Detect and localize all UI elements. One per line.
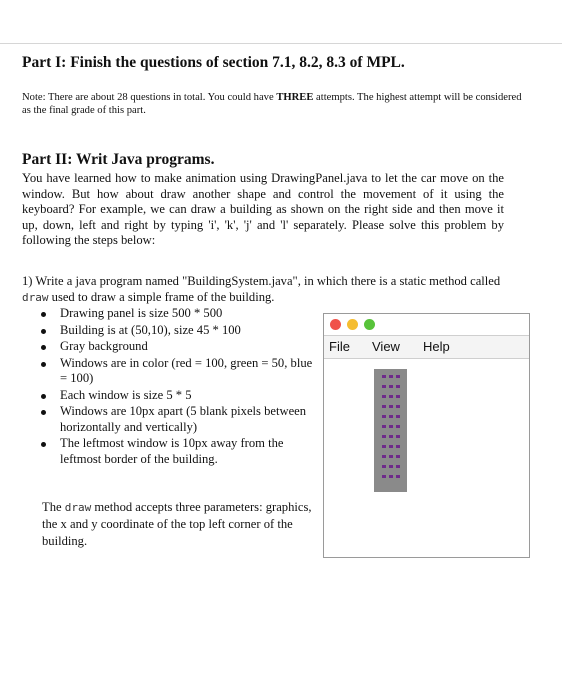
list-item: Windows are in color (red = 100, green = 50, blue = 100): [38, 356, 318, 387]
building-window: [382, 455, 386, 458]
menu-help[interactable]: Help: [423, 339, 450, 354]
maximize-dot-icon[interactable]: [364, 319, 375, 330]
list-item: Drawing panel is size 500 * 500: [38, 306, 318, 322]
building-window: [396, 445, 400, 448]
minimize-dot-icon[interactable]: [347, 319, 358, 330]
list-item: Windows are 10px apart (5 blank pixels between horizontally and vertically): [38, 404, 318, 435]
step1-text: [22, 274, 506, 305]
list-item: Each window is size 5 * 5: [38, 388, 318, 404]
building-window: [389, 425, 393, 428]
part1-title: Part I: Finish the questions of section 7.1, 8.2, 8.3 of MPL.: [22, 54, 405, 71]
draw-method-description: [42, 499, 318, 550]
note-emphasis: THREE: [276, 92, 314, 103]
building-window: [396, 475, 400, 478]
building-window: [389, 405, 393, 408]
building-window: [382, 385, 386, 388]
drawing-canvas: [324, 359, 529, 557]
top-divider: [0, 43, 562, 44]
building-window: [396, 425, 400, 428]
building-window: [389, 375, 393, 378]
building-window: [396, 405, 400, 408]
building-window: [389, 445, 393, 448]
building-window: [396, 435, 400, 438]
window-titlebar: [324, 314, 529, 335]
part1-note: [22, 91, 532, 117]
building-window: [382, 475, 386, 478]
building: [374, 369, 407, 492]
part2-title: Part II: Writ Java programs.: [22, 151, 215, 168]
list-item: The leftmost window is 10px away from the leftmost border of the building.: [38, 436, 318, 467]
note-text-b: attempts. The highest attempt will be considered as the final grade of this part.: [22, 92, 522, 116]
note-text-a: Note: There are about 28 questions in total. You could have: [22, 92, 277, 103]
draw-code: draw: [64, 501, 92, 514]
building-window: [396, 455, 400, 458]
building-window: [382, 425, 386, 428]
step1-code: draw: [22, 290, 49, 304]
step1-text-a: 1) Write a java program named "BuildingSystem.java", in which there is a static method called: [22, 274, 501, 288]
building-window: [389, 465, 393, 468]
window-menubar: [324, 335, 529, 359]
example-window: [323, 313, 530, 558]
building-window: [396, 375, 400, 378]
requirements-list: [38, 306, 318, 468]
building-window: [389, 395, 393, 398]
building-window: [396, 465, 400, 468]
list-item: Building is at (50,10), size 45 * 100: [38, 323, 318, 339]
building-window: [382, 415, 386, 418]
building-window: [382, 375, 386, 378]
building-window: [382, 395, 386, 398]
menu-view[interactable]: View: [372, 339, 400, 354]
building-window: [382, 405, 386, 408]
menu-file[interactable]: File: [329, 339, 350, 354]
building-window: [396, 385, 400, 388]
building-window: [389, 455, 393, 458]
building-window: [396, 395, 400, 398]
draw-text-b: method accepts three parameters: graphics, the x and y coordinate of the top left corner of the building.: [42, 500, 312, 548]
building-window: [382, 445, 386, 448]
draw-text-a: The: [42, 500, 65, 514]
part2-intro: You have learned how to make animation using DrawingPanel.java to let the car move on the window. But how about draw another shape and control the movement of it using the keyboard? For example, we can draw a building as shown on the right side and then move it up, down, left and right by typing 'i', 'k', 'j' and 'l' separately. Please solve this problem by following the steps below:: [22, 171, 504, 247]
list-item: Gray background: [38, 339, 318, 355]
building-window: [389, 475, 393, 478]
close-dot-icon[interactable]: [330, 319, 341, 330]
building-window: [382, 435, 386, 438]
building-window: [389, 415, 393, 418]
building-window: [389, 435, 393, 438]
building-window: [396, 415, 400, 418]
building-window: [382, 465, 386, 468]
building-window: [389, 385, 393, 388]
step1-text-b: used to draw a simple frame of the building.: [48, 289, 275, 304]
